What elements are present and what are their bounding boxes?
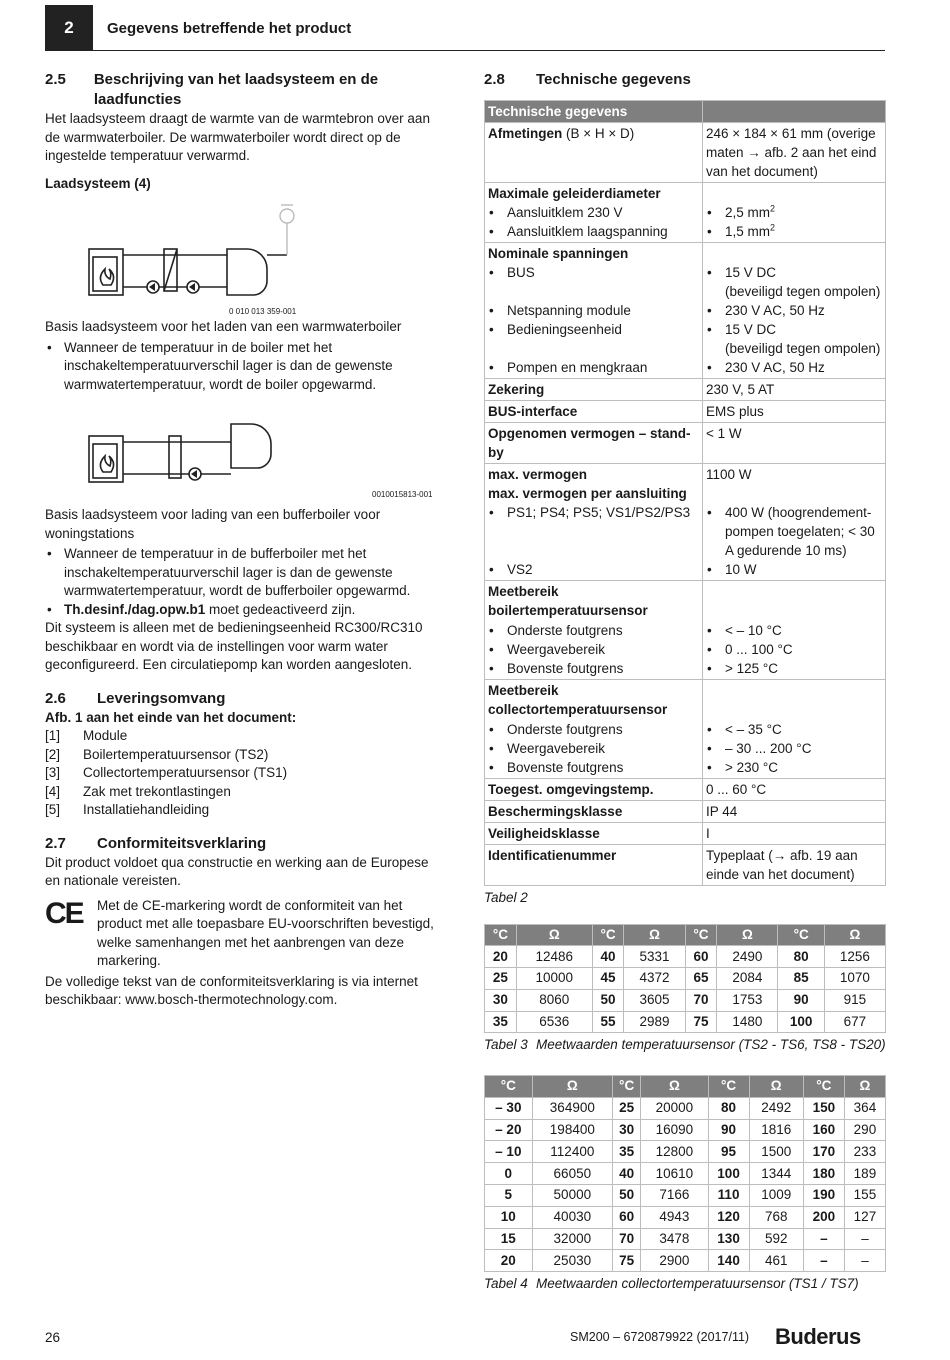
resistance-cell: 2490 — [717, 946, 778, 968]
temperature-cell: 40 — [613, 1163, 641, 1185]
table-row: Zekering 230 V, 5 AT — [485, 379, 886, 401]
figure-laadsysteem-2 — [45, 394, 447, 500]
resistance-cell: 2492 — [749, 1097, 803, 1119]
section-2-7-heading: 2.7 Conformiteitsverklaring — [45, 834, 267, 852]
resistance-cell: 40030 — [532, 1206, 612, 1228]
temperature-cell: 120 — [708, 1206, 749, 1228]
table-row: Veiligheidsklasse I — [485, 823, 886, 845]
section-2-5-outro: Dit systeem is alleen met de bedieningseenheid RC300/RC310 beschikbaar en wordt via de instellingen voor warm water geconfigureerd. Een circulatiepomp kan worden aangesloten. — [45, 620, 423, 672]
resistance-cell: 12800 — [641, 1141, 708, 1163]
temperature-cell: 140 — [708, 1250, 749, 1272]
resistance-cell: 32000 — [532, 1228, 612, 1250]
temperature-cell: 25 — [613, 1097, 641, 1119]
temperature-cell: 5 — [485, 1184, 533, 1206]
table-row: Meetbereik collectortemperatuursensor • Onderste foutgrens • Weergavebereik • Bovenste foutgrens • < – 35 °C • – 30 ... 200 °C • > 230 °C — [485, 680, 886, 779]
temperature-cell: 60 — [613, 1206, 641, 1228]
figure-2-caption: Basis laadsysteem voor lading van een bufferboiler voor woningstations — [45, 507, 381, 541]
ce-text: Met de CE-markering wordt de conformiteit van het product met alle toepasbare EU-voorschriften bevestigd, welke samenhangen met het aanbrengen van deze markering. — [97, 897, 434, 968]
table-row — [485, 968, 886, 990]
table-header-row — [485, 101, 886, 123]
ce-block — [45, 897, 447, 971]
list-item: [2] Boilertemperatuursensor (TS2) — [45, 746, 269, 762]
table-row — [485, 1097, 886, 1119]
table-header-row: °C Ω °C Ω °C Ω °C Ω — [485, 1075, 886, 1097]
list-item: • Wanneer de temperatuur in de bufferboiler met het inschakeltemperatuurverschil lager is dan de gewenste warmwatertemperatuur, wordt de bufferboiler opgewarmd. — [45, 545, 447, 601]
section-2-8-heading: 2.8 Technische gegevens — [484, 71, 691, 88]
temperature-cell: 70 — [613, 1228, 641, 1250]
table-row: Maximale geleiderdiameter • Aansluitklem 230 V • Aansluitklem laagspanning • 2,5 $mm^2$ • 1,5 $mm^2$ — [485, 183, 886, 243]
resistance-cell: 5331 — [624, 946, 685, 968]
temperature-cell: – — [803, 1228, 844, 1250]
table-row: Opgenomen vermogen – stand-by < 1 W — [485, 423, 886, 464]
temperature-cell: 95 — [708, 1141, 749, 1163]
chapter-title: Gegevens betreffende het product — [107, 20, 352, 37]
resistance-cell: 10000 — [516, 968, 592, 990]
temperature-cell: – 20 — [485, 1119, 533, 1141]
resistance-cell: – — [844, 1228, 885, 1250]
temperature-cell: 40 — [592, 946, 624, 968]
resistance-cell: 1480 — [717, 1011, 778, 1033]
diagram-laadsysteem-2-icon — [45, 394, 447, 500]
temperature-cell: 110 — [708, 1184, 749, 1206]
resistance-cell: 3478 — [641, 1228, 708, 1250]
laadsysteem-subheading: Laadsysteem (4) — [45, 175, 151, 191]
table-header-row: °C Ω °C Ω °C Ω °C Ω — [485, 924, 886, 946]
list-item: • Wanneer de temperatuur in de boiler met het inschakeltemperatuurverschil lager is dan de gewenste warmwatertemperatuur, wordt de boiler opgewarmd. — [45, 339, 447, 395]
resistance-cell: 3605 — [624, 989, 685, 1011]
figure-1-code: 0 010 013 359-001 — [229, 307, 297, 316]
table-row: max. vermogen max. vermogen per aansluiting • PS1; PS4; PS5; VS1/PS2/PS3 • VS2 1100 W • 400 W (hoogrendementpompen toegelaten; < 30 A gedurende 10 ms) • 10 W — [485, 464, 886, 581]
temperature-cell: 50 — [592, 989, 624, 1011]
table-header-cell: Technische gegevens — [485, 101, 703, 123]
table-row — [485, 1141, 886, 1163]
temperature-cell: 80 — [708, 1097, 749, 1119]
table-3-caption: Tabel 3 Meetwaarden temperatuursensor (TS2 - TS6, TS8 - TS20) — [484, 1037, 886, 1053]
table-row: Beschermingsklasse IP 44 — [485, 801, 886, 823]
resistance-cell: 7166 — [641, 1184, 708, 1206]
resistance-cell: 1009 — [749, 1184, 803, 1206]
figure-2-code: 0010015813-001 — [372, 490, 433, 499]
table-row — [485, 1184, 886, 1206]
temperature-cell: 75 — [685, 1011, 717, 1033]
temperature-cell: 50 — [613, 1184, 641, 1206]
resistance-cell: 10610 — [641, 1163, 708, 1185]
section-2-5-heading: 2.5 Beschrijving van het laadsysteem en de laadfuncties — [45, 71, 379, 108]
figure-2-bullets — [45, 545, 447, 619]
list-item: [1] Module — [45, 728, 128, 743]
resistance-cell: 50000 — [532, 1184, 612, 1206]
resistance-cell: 198400 — [532, 1119, 612, 1141]
temperature-cell: – 30 — [485, 1097, 533, 1119]
resistance-cell: 1256 — [824, 946, 885, 968]
temperature-cell: 200 — [803, 1206, 844, 1228]
table-row — [485, 1163, 886, 1185]
header-rule — [93, 50, 885, 51]
list-item: • Th.desinf./dag.opw.b1 moet gedeactiveerd zijn. — [45, 601, 447, 620]
resistance-cell: 915 — [824, 989, 885, 1011]
temperature-cell: 170 — [803, 1141, 844, 1163]
table-row: Identificatienummer Typeplaat (→ afb. 19 aan einde van het document) — [485, 845, 886, 886]
temperature-cell: – 10 — [485, 1141, 533, 1163]
resistance-cell: 8060 — [516, 989, 592, 1011]
table-4-caption: Tabel 4 Meetwaarden collectortemperatuursensor (TS1 / TS7) — [484, 1276, 859, 1292]
document-id: SM200 – 6720879922 (2017/11) — [570, 1330, 750, 1344]
page-number: 26 — [45, 1330, 61, 1345]
section-2-7-intro: Dit product voldoet qua constructie en werking aan de Europese en nationale vereisten. — [45, 854, 429, 888]
resistance-cell: 290 — [844, 1119, 885, 1141]
temperature-cell: 80 — [778, 946, 824, 968]
list-item: [4] Zak met trekontlastingen — [45, 783, 231, 799]
resistance-cell: – — [844, 1250, 885, 1272]
resistance-cell: 127 — [844, 1206, 885, 1228]
table-row — [485, 1119, 886, 1141]
resistance-cell: 112400 — [532, 1141, 612, 1163]
delivery-subheading: Afb. 1 aan het einde van het document: — [45, 709, 297, 725]
temperature-cell: 90 — [778, 989, 824, 1011]
table-row — [485, 989, 886, 1011]
resistance-cell: 4372 — [624, 968, 685, 990]
temperature-cell: 55 — [592, 1011, 624, 1033]
temperature-cell: 85 — [778, 968, 824, 990]
resistance-cell: 4943 — [641, 1206, 708, 1228]
temperature-cell: 30 — [485, 989, 517, 1011]
temperature-cell: 20 — [485, 946, 517, 968]
ce-mark-icon: CE — [45, 896, 83, 930]
resistance-cell: 16090 — [641, 1119, 708, 1141]
temperature-cell: 90 — [708, 1119, 749, 1141]
chapter-number: 2 — [45, 5, 93, 51]
resistance-cell: 677 — [824, 1011, 885, 1033]
temperature-cell: 20 — [485, 1250, 533, 1272]
temperature-cell: 70 — [685, 989, 717, 1011]
temperature-cell: 150 — [803, 1097, 844, 1119]
table-4-collector-sensor — [484, 1075, 886, 1272]
resistance-cell: 1070 — [824, 968, 885, 990]
resistance-cell: 20000 — [641, 1097, 708, 1119]
temperature-cell: 10 — [485, 1206, 533, 1228]
section-2-7-outro: De volledige tekst van de conformiteitsverklaring is via internet beschikbaar: www.bosch-thermotechnology.com. — [45, 973, 418, 1007]
temperature-cell: 100 — [778, 1011, 824, 1033]
temperature-cell: 60 — [685, 946, 717, 968]
resistance-cell: 1816 — [749, 1119, 803, 1141]
resistance-cell: 364 — [844, 1097, 885, 1119]
temperature-cell: – — [803, 1250, 844, 1272]
resistance-cell: 768 — [749, 1206, 803, 1228]
resistance-cell: 6536 — [516, 1011, 592, 1033]
table-row: BUS-interface EMS plus — [485, 401, 886, 423]
table-row: Nominale spanningen • BUS • Netspanning module • Bedieningseenheid • Pompen en mengkraan • 15 V DC (beveiligd tegen ompolen) • 230 V AC, 50 Hz • 15 V DC (beveiligd tegen ompolen) • 230 V AC, 50 Hz — [485, 243, 886, 379]
list-item: [3] Collectortemperatuursensor (TS1) — [45, 765, 288, 780]
temperature-cell: 130 — [708, 1228, 749, 1250]
resistance-cell: 233 — [844, 1141, 885, 1163]
resistance-cell: 25030 — [532, 1250, 612, 1272]
table-2-caption: Tabel 2 — [484, 890, 528, 905]
temperature-cell: 75 — [613, 1250, 641, 1272]
resistance-cell: 12486 — [516, 946, 592, 968]
temperature-cell: 15 — [485, 1228, 533, 1250]
list-item: [5] Installatiehandleiding — [45, 802, 210, 817]
temperature-cell: 160 — [803, 1119, 844, 1141]
temperature-cell: 65 — [685, 968, 717, 990]
temperature-cell: 0 — [485, 1163, 533, 1185]
table-row — [485, 1250, 886, 1272]
resistance-cell: 2989 — [624, 1011, 685, 1033]
table-row — [485, 1228, 886, 1250]
resistance-cell: 2084 — [717, 968, 778, 990]
temperature-cell: 100 — [708, 1163, 749, 1185]
technical-data-table — [484, 100, 886, 886]
temperature-cell: 35 — [613, 1141, 641, 1163]
temperature-cell: 35 — [485, 1011, 517, 1033]
resistance-cell: 1344 — [749, 1163, 803, 1185]
temperature-cell: 180 — [803, 1163, 844, 1185]
resistance-cell: 66050 — [532, 1163, 612, 1185]
temperature-cell: 45 — [592, 968, 624, 990]
figure-laadsysteem-1 — [45, 193, 447, 315]
delivery-list — [45, 727, 447, 820]
right-column — [484, 70, 886, 1294]
table-row — [485, 1206, 886, 1228]
resistance-cell: 189 — [844, 1163, 885, 1185]
resistance-cell: 1753 — [717, 989, 778, 1011]
figure-1-bullets — [45, 339, 447, 395]
figure-1-caption: Basis laadsysteem voor het laden van een warmwaterboiler — [45, 319, 402, 334]
table-row: Meetbereik boilertemperatuursensor • Onderste foutgrens • Weergavebereik • Bovenste foutgrens • < – 10 °C • 0 ... 100 °C • > 125 °C — [485, 581, 886, 680]
section-2-6-heading: 2.6 Leveringsomvang — [45, 689, 226, 707]
table-row — [485, 946, 886, 968]
resistance-cell: 2900 — [641, 1250, 708, 1272]
table-row: Toegest. omgevingstemp. 0 ... 60 °C — [485, 779, 886, 801]
table-3-temperature-sensor — [484, 924, 886, 1034]
resistance-cell: 461 — [749, 1250, 803, 1272]
table-row: Afmetingen (B × H × D) 246 × 184 × 61 mm (overige maten → afb. 2 aan het eind van het document) — [485, 123, 886, 183]
resistance-cell: 1500 — [749, 1141, 803, 1163]
resistance-cell: 592 — [749, 1228, 803, 1250]
buderus-logo: Buderus — [775, 1324, 861, 1349]
resistance-cell: 155 — [844, 1184, 885, 1206]
left-column — [45, 70, 447, 1010]
section-2-5-intro: Het laadsysteem draagt de warmte van de warmtebron over aan de warmwaterboiler. De warmwaterboiler wordt direct op de ingestelde temperatuur verwarmd. — [45, 111, 430, 163]
table-row — [485, 1011, 886, 1033]
resistance-cell: 364900 — [532, 1097, 612, 1119]
temperature-cell: 30 — [613, 1119, 641, 1141]
temperature-cell: 190 — [803, 1184, 844, 1206]
diagram-laadsysteem-1-icon — [45, 193, 447, 315]
temperature-cell: 25 — [485, 968, 517, 990]
